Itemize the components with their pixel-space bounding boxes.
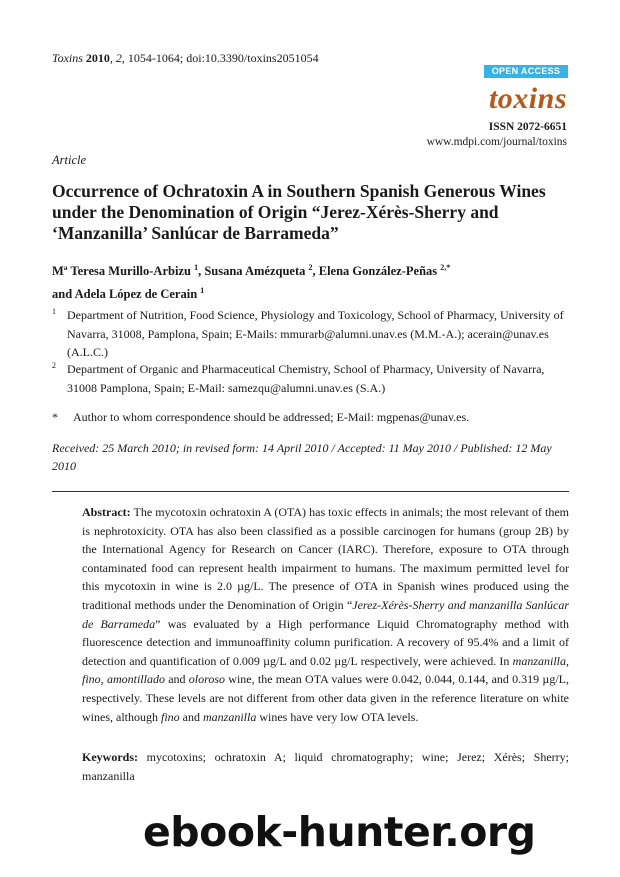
citation-year: 2010 — [85, 51, 110, 65]
journal-url[interactable]: www.mdpi.com/journal/toxins — [426, 136, 567, 148]
author-list — [52, 258, 572, 304]
affiliation-text: Department of Nutrition, Food Science, Physiology and Toxicology, School of Pharmacy, University of Navarra, 31008, Pamplona, Spain; E-Mails: mmurarb@alumni.unav.es (M.M.-A.); acerain@unav.es (A.L.C.) — [67, 308, 564, 359]
affiliation-1 — [52, 306, 572, 362]
correspondence-mark: * — [52, 410, 58, 424]
citation-journal: Toxins — [52, 51, 83, 65]
author-name: Adela López de Cerain — [74, 287, 198, 302]
author-affiliation: 2,* — [440, 263, 451, 272]
author-name: Elena González-Peñas — [318, 264, 438, 279]
abstract-text: , — [566, 653, 569, 668]
citation-doi: 1054-1064; doi:10.3390/toxins2051054 — [127, 51, 319, 65]
author-affiliation: 1 — [194, 263, 199, 272]
abstract-text: The mycotoxin ochratoxin A (OTA) has toxic effects in animals; the most relevant of them is nephrotoxicity. OTA has also been classified as a possible carcinogen for humans (group 2B) by the International Agency for Research on Cancer (IARC). Therefore, exposure to OTA through contaminated food can represent health impairment to humans. The maximum permitted level for this mycotoxin in wine is 2.0 µg/L. The presence of OTA in Spanish wines produced using the traditional methods under the Denomination of Origin “ — [82, 505, 569, 612]
keywords — [82, 748, 569, 785]
abstract-italic: manzanilla — [203, 709, 257, 724]
affiliation-2 — [52, 360, 572, 397]
author-separator: , — [198, 264, 205, 279]
watermark: ebook-hunter.org — [143, 808, 536, 856]
author-affiliation: 2 — [308, 263, 313, 272]
keywords-text: mycotoxins; ochratoxin A; liquid chromatography; wine; Jerez; Xérès; Sherry; manzanilla — [82, 750, 569, 783]
abstract-italic: fino — [82, 672, 101, 687]
abstract-italic: amontillado — [106, 672, 165, 687]
abstract-label: Abstract: — [82, 505, 131, 519]
author-affiliation: 1 — [200, 286, 205, 296]
abstract-text: ” was evaluated by a High performance Liquid Chromatography method with fluorescence detection and immunoaffinity column purification. A recovery of 95.4% and a limit of detection and quantification of 0.009 µg/L and 0.02 µg/L respectively, were achieved. In — [82, 616, 569, 668]
author-separator: and — [52, 287, 75, 302]
abstract-italic: Jerez-Xérès-Sherry and manzanilla Sanlúcar de Barrameda — [82, 597, 569, 631]
abstract-text: wine, the mean OTA values were 0.042, 0.044, 0.144, and 0.319 µg/L, respectively. These levels are not different from other data given in the reference literature on white wines, although — [82, 672, 570, 724]
abstract-text: and — [179, 709, 203, 724]
abstract-text: and — [164, 672, 189, 687]
abstract-text: wines have very low OTA levels. — [256, 709, 419, 724]
author-name: Mª Teresa Murillo-Arbizu — [52, 264, 191, 279]
paper-title: Occurrence of Ochratoxin A in Southern Spanish Generous Wines under the Denomination of Origin “Jerez-Xérès-Sherry and ‘Manzanilla’ Sanlúcar de Barrameda” — [52, 181, 546, 243]
divider — [52, 491, 569, 492]
issn: ISSN 2072-6651 — [488, 121, 567, 133]
affiliation-text: Department of Organic and Pharmaceutical Chemistry, School of Pharmacy, University of Navarra, 31008 Pamplona, Spain; E-Mail: samezqu@alumni.unav.es (S.A.) — [67, 362, 545, 395]
author-name: Susana Amézqueta — [204, 264, 306, 279]
abstract-italic: manzanilla — [512, 653, 566, 668]
abstract — [82, 503, 569, 726]
correspondence-note — [52, 410, 572, 425]
publication-dates: Received: 25 March 2010; in revised form: 14 April 2010 / Accepted: 11 May 2010 / Published: 12 May 2010 — [52, 441, 552, 473]
abstract-italic: oloroso — [188, 672, 226, 687]
journal-logo: toxins — [488, 82, 567, 115]
citation-volume: 2 — [115, 51, 122, 65]
abstract-text: , — [100, 672, 107, 687]
correspondence-text: Author to whom correspondence should be addressed; E-Mail: mgpenas@unav.es. — [73, 410, 470, 424]
open-access-badge: OPEN ACCESS — [484, 65, 568, 78]
citation-line: Toxins 2010, 2, 1054-1064; doi:10.3390/toxins2051054 — [52, 51, 319, 65]
author-separator: , — [312, 264, 319, 279]
abstract-italic: fino — [161, 709, 180, 724]
affiliation-number: 2 — [52, 361, 56, 370]
affiliation-number: 1 — [52, 307, 56, 316]
article-type: Article — [52, 153, 87, 167]
keywords-label: Keywords: — [82, 750, 138, 764]
